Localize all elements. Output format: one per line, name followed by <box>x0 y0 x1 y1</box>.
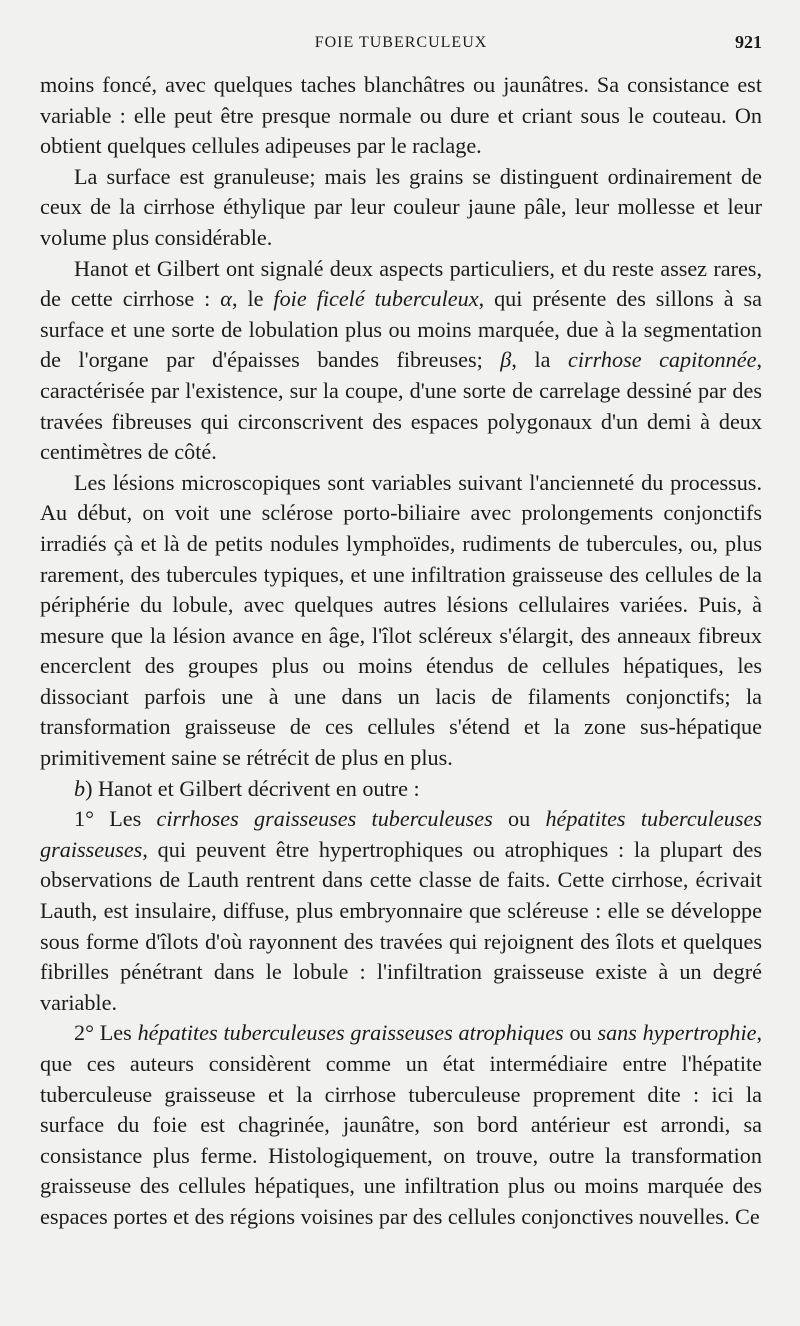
text-run: , qui peuvent être hypertrophiques ou atrophiques : la plupart des observations de Lauth rentrent dans cette classe de faits. Cette cirrhose, écrivait Lauth, est insulaire, diffuse, plus embryonnaire que scléreuse : elle se développe sous forme d'îlots d'où rayonnent des travées qui rejoignent des îlots et quelques fibrilles pénétrant dans le lobule : l'infiltration graisseuse existe à un degré variable. <box>40 836 762 1015</box>
page-number: 921 <box>735 32 762 52</box>
italic-text: hépatites tuberculeuses graisseuses <box>40 806 762 862</box>
text-run: ou <box>563 1020 598 1046</box>
text-run: ) Hanot et Gilbert décrivent en outre : <box>85 775 420 801</box>
text-run: , que ces auteurs considèrent comme un état intermédiaire entre l'hépatite tuberculeuse graisseuse et la cirrhose tuberculeuse proprement dite : ici la surface du foie est chagrinée, jaunâtre, son bord antérieur est arrondi, sa consistance plus ferme. Histologiquement, on trouve, outre la transformation graisseuse des cellules hépatiques, une infiltration plus ou moins marquée des espaces portes et des régions voisines par des cellules conjonctives nouvelles. Ce <box>40 1020 763 1229</box>
italic-text: foie ficelé tuberculeux <box>273 286 479 312</box>
italic-text: b <box>74 775 86 801</box>
page-header <box>40 30 762 60</box>
text-run: , la <box>511 347 568 373</box>
text-run: Les lésions microscopiques sont variables suivant l'ancienneté du processus. Au début, on voit une sclérose porto-biliaire avec prolongements conjonctifs irradiés çà et là de petits nodules lymphoïdes, rudiments de tubercules, ou, plus rarement, des tubercules typiques, et une infiltration graisseuse des cellules de la périphérie du lobule, avec quelques autres lésions cellulaires variées. Puis, à mesure que la lésion avance en âge, l'îlot scléreux s'élargit, des anneaux fibreux encerclent des groupes plus ou moins étendus de cellules hépatiques, les dissociant parfois une à une dans un lacis de filaments conjonctifs; la transformation graisseuse de ces cellules s'étend et la zone sus-hépatique primitivement saine se rétrécit de plus en plus. <box>40 469 762 771</box>
running-title: FOIE TUBERCULEUX <box>314 34 488 51</box>
italic-text: cirrhoses graisseuses tuberculeuses <box>156 806 493 832</box>
text-run: ou <box>492 806 546 832</box>
paragraph <box>40 70 762 162</box>
italic-text: β <box>500 347 512 373</box>
paragraph <box>40 804 762 1018</box>
text-run: , qui présente des sillons à sa surface et une sorte de lobulation plus ou moins marquée, due à la segmentation de l'organe par d'épaisses bandes fibreuses; <box>40 286 762 373</box>
body-text <box>40 70 762 1233</box>
paragraph <box>40 774 762 805</box>
text-run: 2° Les <box>74 1020 138 1046</box>
text-run: La surface est granuleuse; mais les grains se distinguent ordinairement de ceux de la cirrhose éthylique par leur couleur jaune pâle, leur mollesse et leur volume plus considérable. <box>40 163 762 250</box>
paragraph <box>40 1018 762 1232</box>
italic-text: hépatites tuberculeuses graisseuses atrophiques <box>137 1020 564 1046</box>
italic-text: cirrhose capitonnée <box>568 347 757 373</box>
italic-text: α <box>220 286 232 312</box>
text-run: 1° Les <box>74 806 157 832</box>
paragraph <box>40 162 762 254</box>
text-run: , caractérisée par l'existence, sur la coupe, d'une sorte de carrelage dessiné par des travées fibreuses qui circonscrivent des espaces polygonaux d'un demi à deux centimètres de côté. <box>40 347 762 465</box>
italic-text: sans hypertrophie <box>597 1020 757 1046</box>
paragraph <box>40 254 762 468</box>
text-run: , le <box>231 286 274 312</box>
text-run: moins foncé, avec quelques taches blanchâtres ou jaunâtres. Sa consistance est variable : elle peut être presque normale ou dure et criant sous le couteau. On obtient quelques cellules adipeuses par le raclage. <box>40 72 762 159</box>
text-run: Hanot et Gilbert ont signalé deux aspects particuliers, et du reste assez rares, de cette cirrhose : <box>40 255 762 312</box>
paragraph <box>40 468 762 774</box>
